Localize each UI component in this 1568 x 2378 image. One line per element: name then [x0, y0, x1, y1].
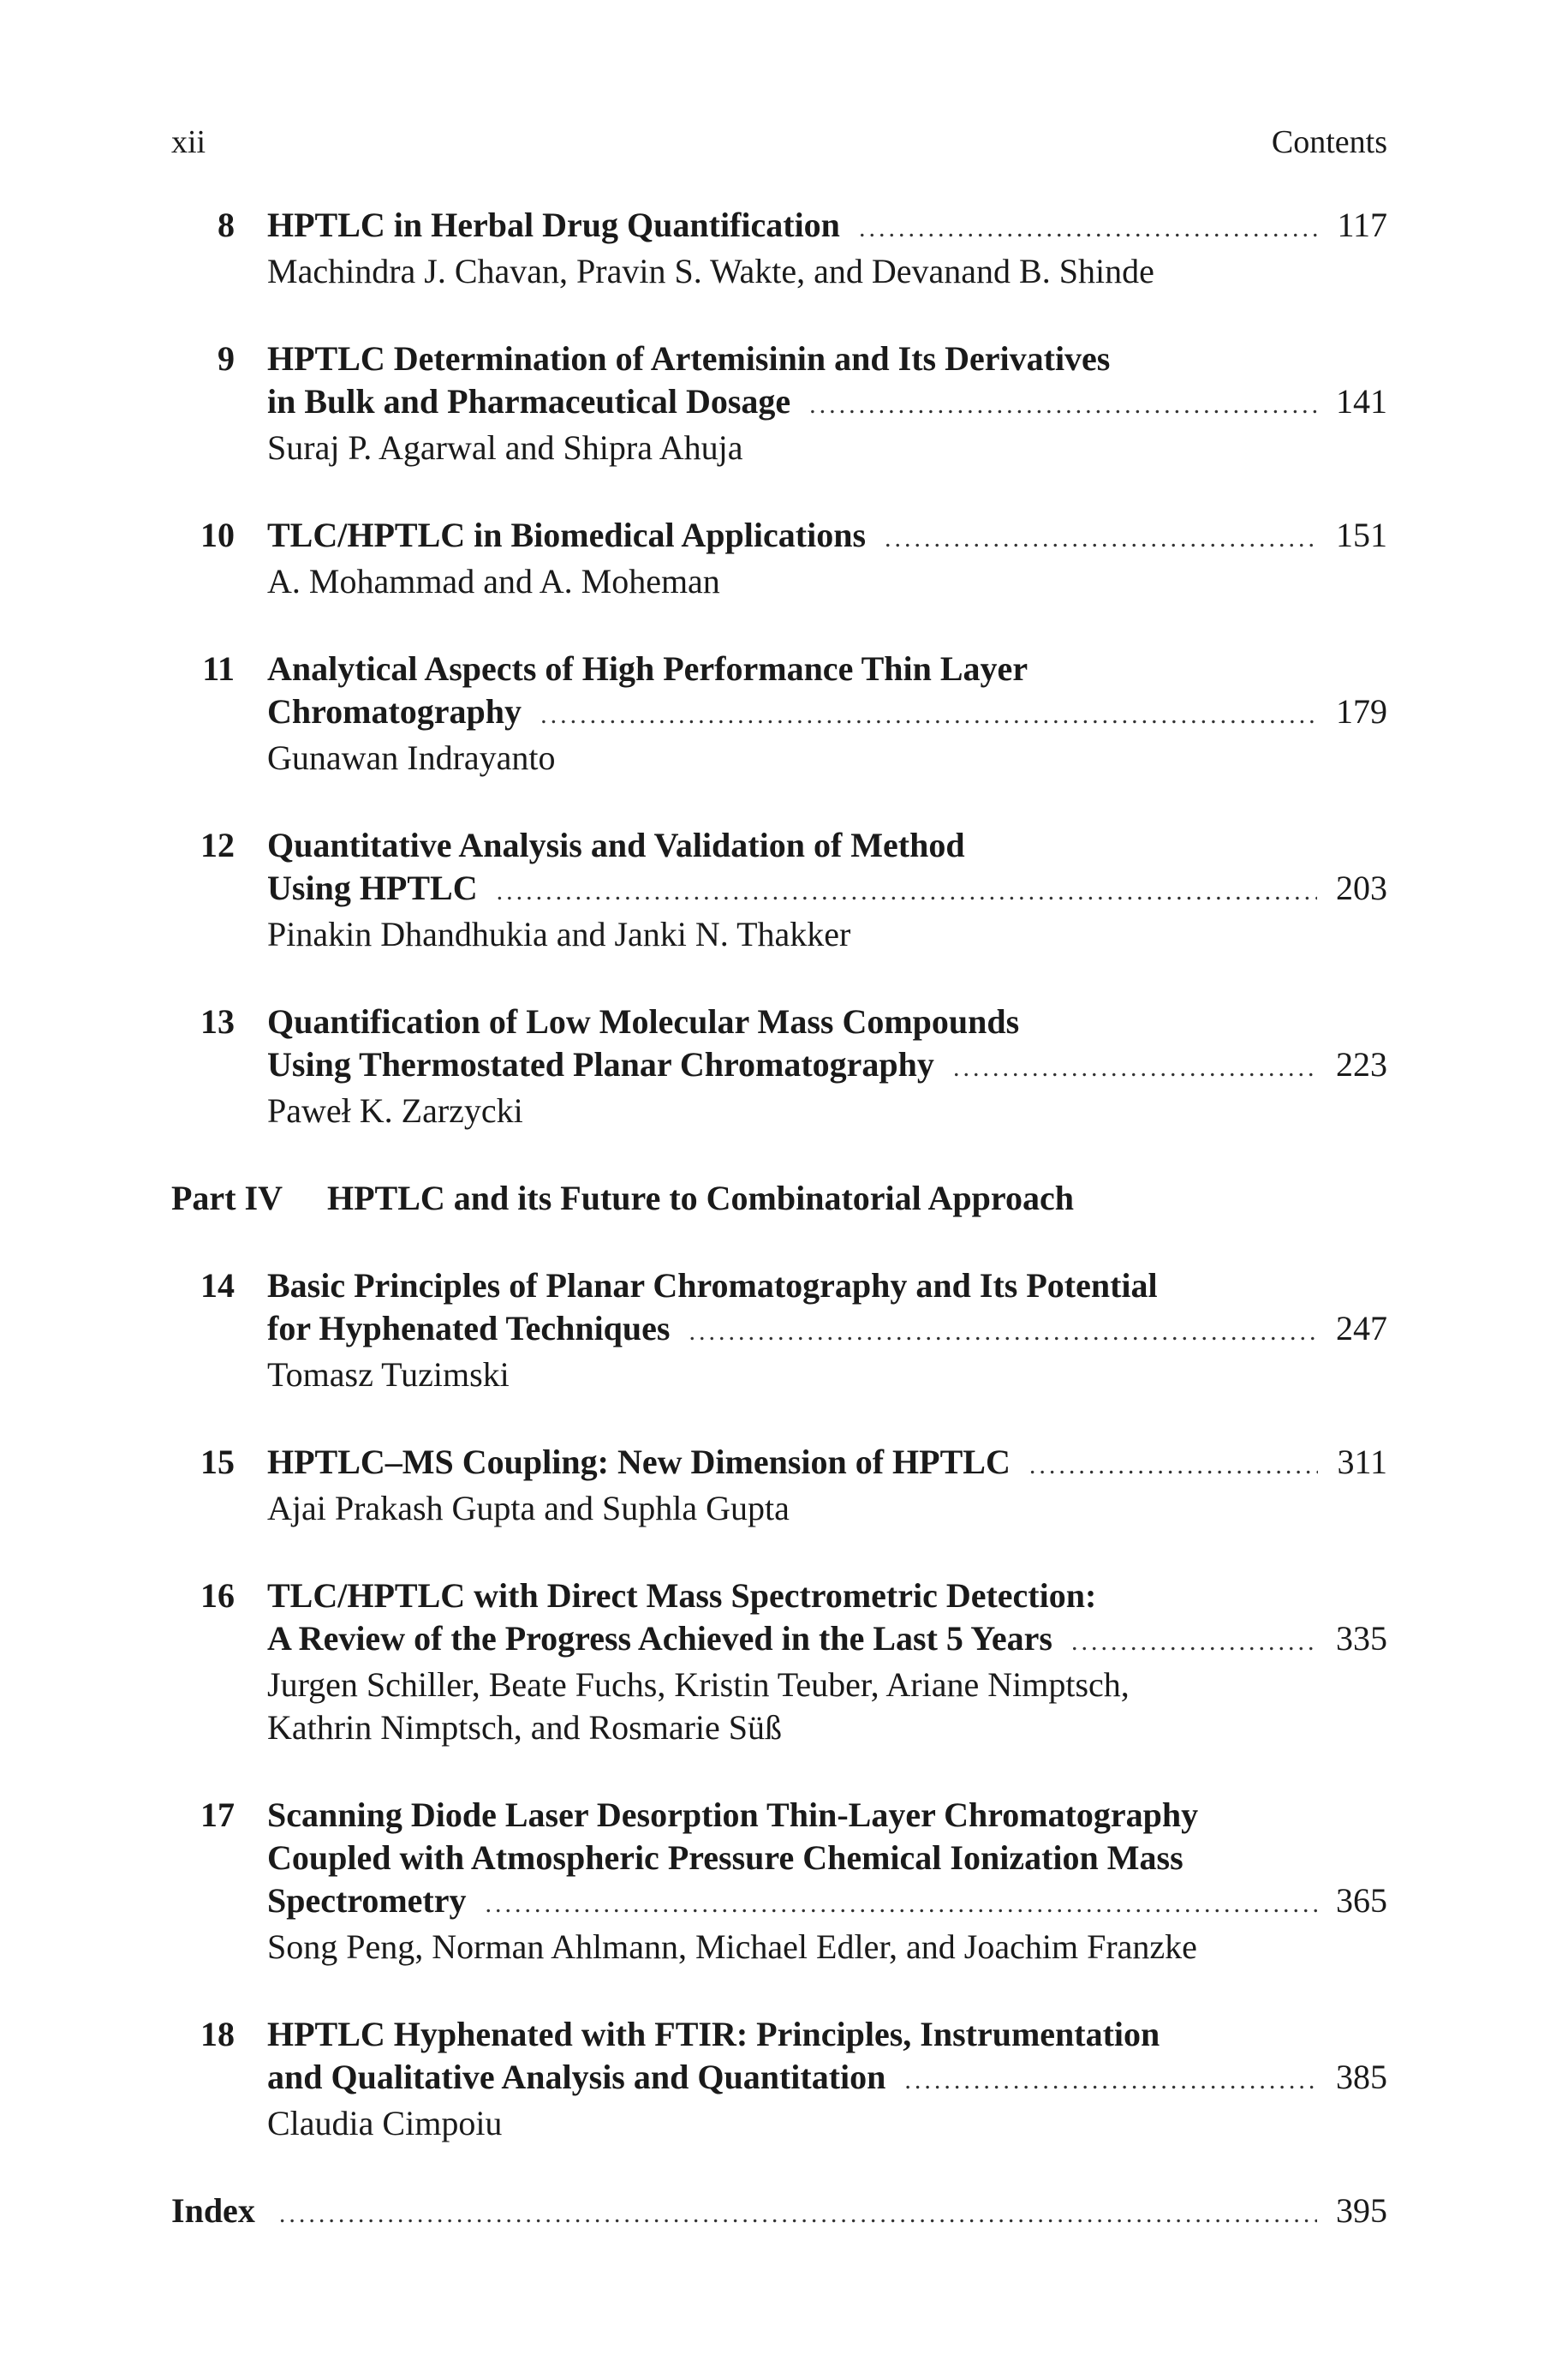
chapter-body — [267, 824, 1387, 956]
part-title: HPTLC and its Future to Combinatorial Approach — [327, 1179, 1074, 1217]
chapter-body — [267, 1441, 1387, 1530]
chapter-title-last-line — [267, 380, 1387, 427]
table-of-contents — [171, 204, 1387, 2280]
chapter-page-number: 223 — [1336, 1045, 1387, 1084]
toc-entry-chapter-10[interactable] — [171, 514, 1387, 603]
chapter-title-line: Basic Principles of Planar Chromatography and Its Potential — [267, 1266, 1158, 1305]
chapter-authors: Pinakin Dhandhukia and Janki N. Thakker — [267, 915, 851, 953]
toc-entry-chapter-14[interactable] — [171, 1264, 1387, 1396]
chapter-authors: Suraj P. Agarwal and Shipra Ahuja — [267, 428, 743, 467]
toc-entry-chapter-17[interactable] — [171, 1794, 1387, 1969]
chapter-title-text: Spectrometry — [267, 1881, 467, 1920]
toc-entry-chapter-11[interactable] — [171, 648, 1387, 780]
chapter-title-text: A Review of the Progress Achieved in the Last 5 Years — [267, 1619, 1052, 1658]
chapter-number: 12 — [200, 826, 235, 864]
chapter-title-last-line — [267, 1043, 1387, 1090]
chapter-title-last-line — [267, 1441, 1387, 1487]
dot-leader — [953, 1047, 1317, 1090]
chapter-title-last-line — [267, 1307, 1387, 1353]
chapter-number: 17 — [200, 1795, 235, 1834]
dot-leader — [540, 694, 1317, 737]
chapter-body — [267, 1574, 1387, 1749]
dot-leader — [689, 1311, 1318, 1353]
chapter-page-number: 365 — [1336, 1881, 1387, 1920]
chapter-number: 14 — [200, 1266, 235, 1305]
chapter-authors: Paweł K. Zarzycki — [267, 1091, 523, 1130]
chapter-title-text: TLC/HPTLC in Biomedical Applications — [267, 516, 867, 554]
chapter-list-part-4 — [171, 1264, 1387, 2145]
chapter-authors: Song Peng, Norman Ahlmann, Michael Edler, and Joachim Franzke — [267, 1927, 1197, 1966]
chapter-number: 9 — [218, 339, 235, 378]
toc-entry-chapter-18[interactable] — [171, 2013, 1387, 2145]
chapter-title-last-line — [267, 867, 1387, 913]
chapter-title-last-line — [267, 1879, 1387, 1926]
chapter-title-line: Analytical Aspects of High Performance Thin Layer — [267, 649, 1028, 688]
chapter-authors: Gunawan Indrayanto — [267, 738, 556, 777]
chapter-title-last-line — [267, 204, 1387, 250]
dot-leader — [279, 2193, 1317, 2236]
chapter-number: 15 — [200, 1443, 235, 1481]
chapter-title-line: HPTLC Determination of Artemisinin and Its Derivatives — [267, 339, 1111, 378]
chapter-title-text: in Bulk and Pharmaceutical Dosage — [267, 382, 791, 421]
chapter-authors: Machindra J. Chavan, Pravin S. Wakte, and Devanand B. Shinde — [267, 252, 1154, 290]
chapter-title-line: TLC/HPTLC with Direct Mass Spectrometric Detection: — [267, 1576, 1097, 1615]
chapter-title-last-line — [267, 2056, 1387, 2102]
chapter-title-last-line — [267, 514, 1387, 560]
index-label: Index — [171, 2191, 255, 2230]
chapter-list-part-3 — [171, 204, 1387, 1132]
chapter-body — [267, 514, 1387, 603]
chapter-body — [267, 1264, 1387, 1396]
chapter-title-text: Using Thermostated Planar Chromatography — [267, 1045, 934, 1084]
chapter-body — [267, 648, 1387, 780]
page-number: xii — [171, 124, 206, 160]
chapter-page-number: 141 — [1336, 382, 1387, 421]
chapter-title-line: Coupled with Atmospheric Pressure Chemical Ionization Mass — [267, 1838, 1183, 1877]
chapter-title-text: Using HPTLC — [267, 869, 478, 907]
chapter-title-text: HPTLC in Herbal Drug Quantification — [267, 206, 840, 244]
toc-entry-chapter-9[interactable] — [171, 338, 1387, 469]
chapter-title-text: for Hyphenated Techniques — [267, 1309, 671, 1347]
chapter-page-number: 311 — [1337, 1443, 1387, 1481]
chapter-title-line: HPTLC Hyphenated with FTIR: Principles, Instrumentation — [267, 2015, 1160, 2053]
chapter-body — [267, 204, 1387, 293]
part-heading[interactable] — [171, 1177, 1387, 1220]
chapter-number: 16 — [200, 1576, 235, 1615]
chapter-page-number: 335 — [1336, 1619, 1387, 1658]
toc-entry-chapter-13[interactable] — [171, 1001, 1387, 1132]
chapter-authors: Jurgen Schiller, Beate Fuchs, Kristin Teuber, Ariane Nimptsch, — [267, 1665, 1130, 1704]
chapter-body — [267, 338, 1387, 469]
chapter-title-last-line — [267, 1617, 1387, 1664]
toc-entry-chapter-15[interactable] — [171, 1441, 1387, 1530]
chapter-page-number: 247 — [1336, 1309, 1387, 1347]
chapter-authors: A. Mohammad and A. Moheman — [267, 562, 720, 600]
chapter-authors: Claudia Cimpoiu — [267, 2104, 503, 2142]
chapter-page-number: 151 — [1336, 516, 1387, 554]
toc-entry-chapter-8[interactable] — [171, 204, 1387, 293]
chapter-page-number: 179 — [1336, 692, 1387, 731]
dot-leader — [904, 2059, 1317, 2102]
chapter-title-text: and Qualitative Analysis and Quantitation — [267, 2058, 886, 2096]
chapter-title-text: Chromatography — [267, 692, 522, 731]
chapter-body — [267, 2013, 1387, 2145]
chapter-number: 18 — [200, 2015, 235, 2053]
dot-leader — [1071, 1621, 1317, 1664]
chapter-body — [267, 1794, 1387, 1969]
chapter-authors: Kathrin Nimptsch, and Rosmarie Süß — [267, 1708, 783, 1747]
chapter-authors: Tomasz Tuzimski — [267, 1355, 510, 1394]
toc-entry-chapter-16[interactable] — [171, 1574, 1387, 1749]
dot-leader — [859, 207, 1319, 250]
chapter-title-line: Quantification of Low Molecular Mass Compounds — [267, 1002, 1020, 1041]
dot-leader — [1029, 1444, 1319, 1487]
index-entry[interactable] — [171, 2190, 1387, 2236]
chapter-page-number: 117 — [1337, 206, 1387, 244]
chapter-number: 13 — [200, 1002, 235, 1041]
running-title: Contents — [1271, 124, 1387, 160]
dot-leader — [809, 384, 1317, 427]
chapter-body — [267, 1001, 1387, 1132]
chapter-title-last-line — [267, 690, 1387, 737]
chapter-number: 8 — [218, 206, 235, 244]
chapter-title-line: Quantitative Analysis and Validation of Method — [267, 826, 965, 864]
chapter-authors: Ajai Prakash Gupta and Suphla Gupta — [267, 1489, 790, 1527]
dot-leader — [497, 870, 1317, 913]
chapter-page-number: 385 — [1336, 2058, 1387, 2096]
dot-leader — [486, 1883, 1318, 1926]
toc-entry-chapter-12[interactable] — [171, 824, 1387, 956]
chapter-title-text: HPTLC–MS Coupling: New Dimension of HPTLC — [267, 1443, 1011, 1481]
chapter-number: 11 — [202, 649, 235, 688]
dot-leader — [885, 517, 1317, 560]
part-label: Part IV — [171, 1179, 283, 1217]
chapter-title-line: Scanning Diode Laser Desorption Thin-Layer Chromatography — [267, 1795, 1199, 1834]
index-page-number: 395 — [1336, 2191, 1387, 2230]
chapter-page-number: 203 — [1336, 869, 1387, 907]
chapter-number: 10 — [200, 516, 235, 554]
